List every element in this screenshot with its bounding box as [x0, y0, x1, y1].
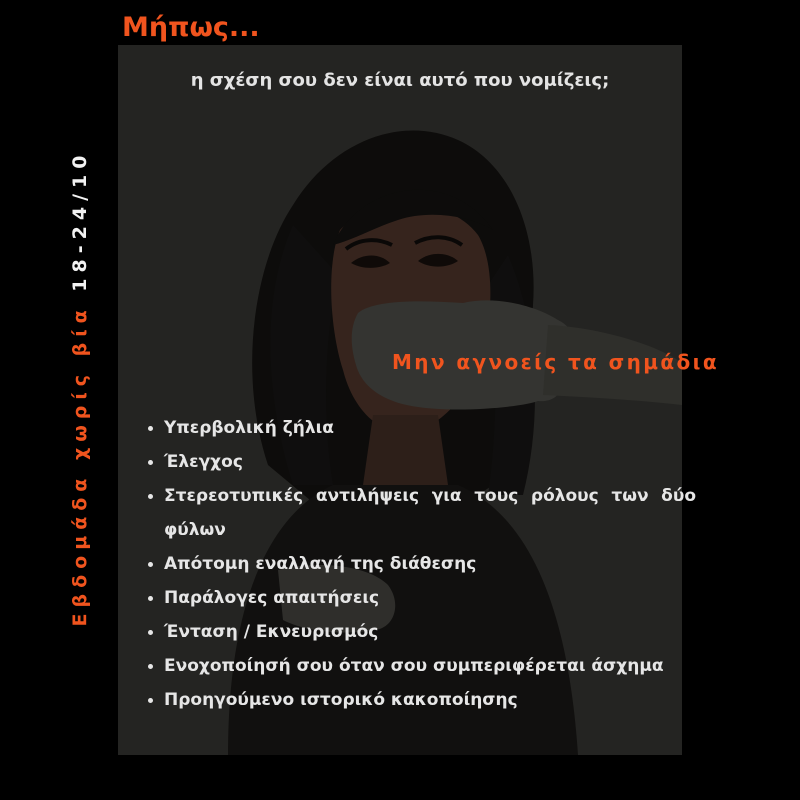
list-item: • Ένταση / Εκνευρισμός [164, 615, 696, 649]
warning-signs-list [140, 411, 696, 717]
vertical-campaign-text [69, 150, 91, 627]
list-item: • Απότομη εναλλαγή της διάθεσης [164, 547, 696, 581]
list-item: • Στερεοτυπικές αντιλήψεις για τους ρόλους των δύο φύλων [164, 479, 696, 547]
tagline: Μην αγνοείς τα σημάδια [392, 350, 720, 374]
list-item: • Προηγούμενο ιστορικό κακοποίησης [164, 683, 696, 717]
list-item: • Έλεγχος [164, 445, 696, 479]
heading: Μήπως... [122, 12, 260, 43]
list-item: • Παράλογες απαιτήσεις [164, 581, 696, 615]
question-subtitle: η σχέση σου δεν είναι αυτό που νομίζεις; [190, 70, 610, 91]
list-item: • Υπερβολική ζήλια [164, 411, 696, 445]
list-item: • Ενοχοποίησή σου όταν σου συμπεριφέρεται άσχημα [164, 649, 696, 683]
campaign-dates: 18-24/10 [69, 149, 91, 292]
campaign-label: Εβδομάδα χωρίς βία [69, 304, 91, 627]
